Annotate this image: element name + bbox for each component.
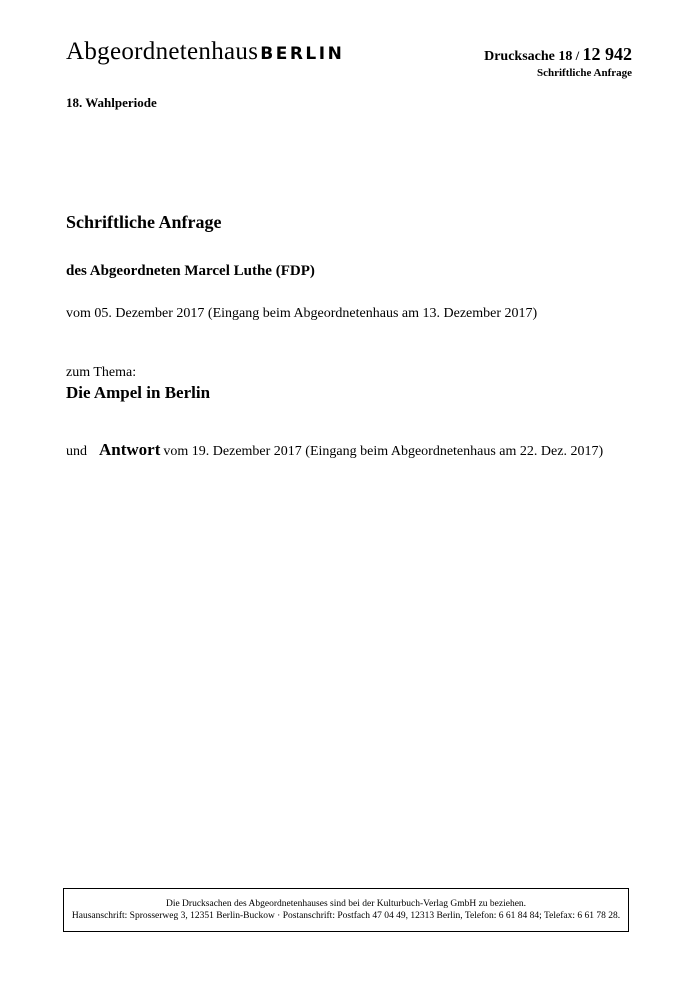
- answer-rest: vom 19. Dezember 2017 (Eingang beim Abgeordnetenhaus am 22. Dez. 2017): [163, 444, 604, 459]
- footer-line-2: Hausanschrift: Sprosserweg 3, 12351 Berlin-Buckow · Postanschrift: Postfach 47 04 49, 12313 Berlin, Telefon: 6 61 84 84; Telefax: 6 61 78 28.: [71, 911, 621, 921]
- answer-word: Antwort: [99, 440, 161, 459]
- brand-city: BERLIN: [260, 44, 345, 64]
- author-line: des Abgeordneten Marcel Luthe (FDP): [66, 263, 315, 279]
- legislative-period: 18. Wahlperiode: [66, 95, 157, 110]
- brand-logo: [66, 38, 344, 66]
- document-type: Schriftliche Anfrage: [536, 67, 632, 79]
- footer-box: [63, 888, 629, 932]
- drucksache-label: Drucksache 18: [484, 49, 573, 64]
- topic-title: Die Ampel in Berlin: [66, 383, 211, 402]
- answer-prefix: und: [66, 444, 87, 459]
- date-line: vom 05. Dezember 2017 (Eingang beim Abgeordnetenhaus am 13. Dezember 2017): [66, 306, 538, 321]
- drucksache-number: [484, 44, 632, 65]
- topic-label: zum Thema:: [66, 365, 137, 380]
- brand-name: Abgeordnetenhaus: [66, 38, 259, 65]
- document-title: Schriftliche Anfrage: [66, 212, 222, 232]
- footer-line-1: Die Drucksachen des Abgeordnetenhauses sind bei der Kulturbuch-Verlag GmbH zu beziehen.: [165, 899, 527, 909]
- drucksache-slash: /: [572, 48, 583, 63]
- answer-line: [66, 440, 603, 460]
- drucksache-value: 12 942: [582, 44, 632, 64]
